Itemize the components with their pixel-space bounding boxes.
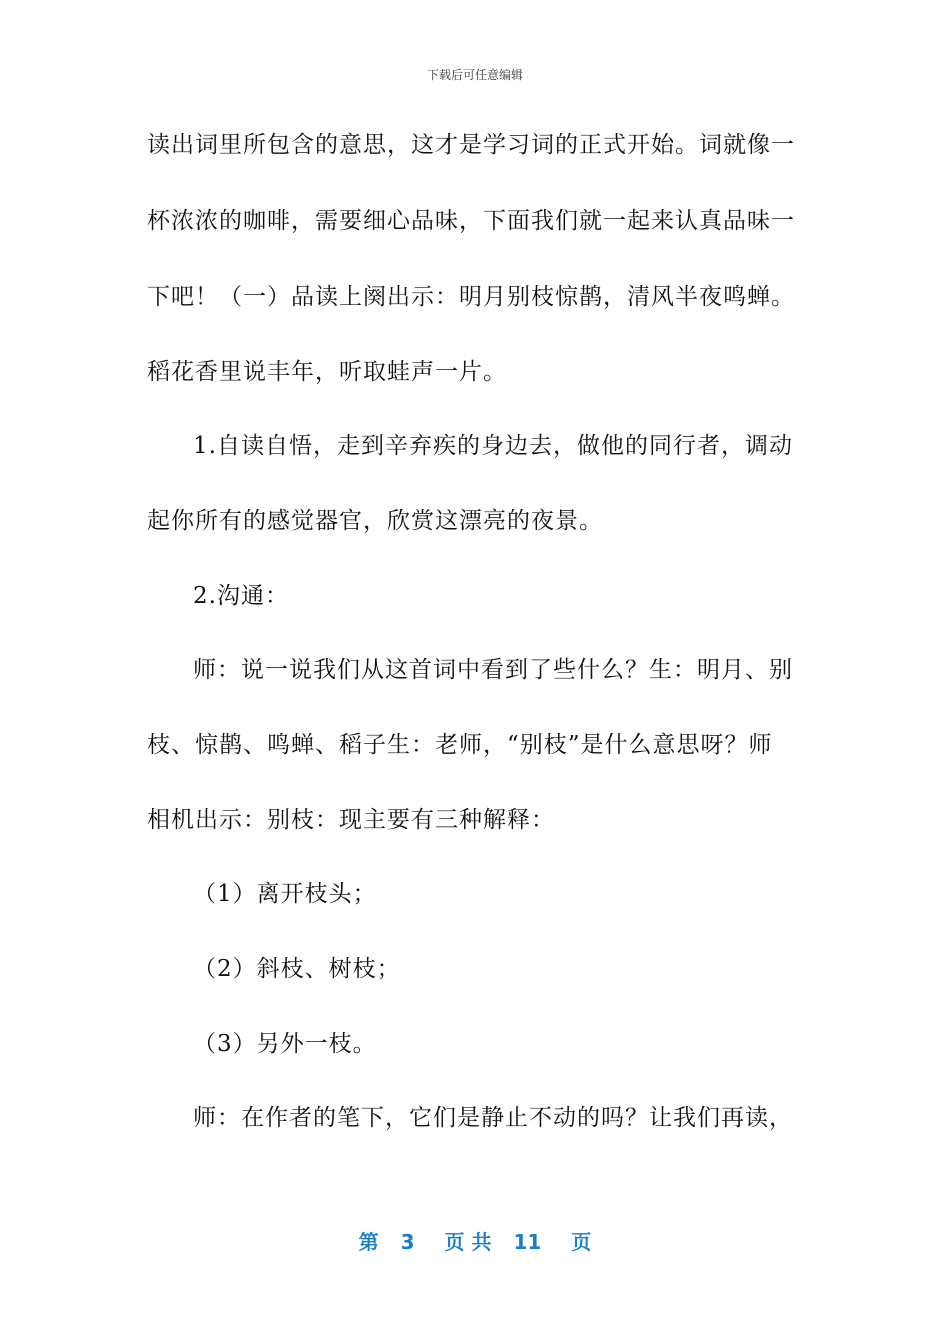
- current-page-number: 3: [400, 1230, 415, 1254]
- text-line: 师：说一说我们从这首词中看到了些什么？生：明月、别: [193, 657, 793, 683]
- total-pages-number: 11: [513, 1230, 542, 1254]
- text-line: 下吧！（一）品读上阕出示：明月别枝惊鹊，清风半夜鸣蝉。: [147, 284, 795, 310]
- text-line: 1.自读自悟，走到辛弃疾的身边去，做他的同行者，调动: [193, 433, 793, 459]
- text-line: 师：在作者的笔下，它们是静止不动的吗？让我们再读，: [193, 1105, 793, 1131]
- list-item: （3）另外一枝。: [193, 1031, 377, 1057]
- footer-suffix: 页: [571, 1230, 592, 1254]
- list-item: （1）离开枝头；: [193, 881, 377, 907]
- list-item: （2）斜枝、树枝；: [193, 956, 401, 982]
- text-line: 枝、惊鹊、鸣蝉、稻子生：老师，“别枝”是什么意思呀？师: [147, 732, 773, 758]
- text-line: 稻花香里说丰年，听取蛙声一片。: [147, 359, 507, 385]
- header-note: 下载后可任意编辑: [426, 68, 523, 82]
- text-line: 起你所有的感觉器官，欣赏这漂亮的夜景。: [147, 508, 603, 534]
- footer-middle: 页 共: [444, 1230, 492, 1254]
- text-line: 读出词里所包含的意思，这才是学习词的正式开始。词就像一: [147, 132, 795, 158]
- text-line: 杯浓浓的咖啡，需要细心品味，下面我们就一起来认真品味一: [147, 208, 795, 234]
- page-footer: [0, 1226, 950, 1255]
- footer-prefix: 第: [358, 1230, 379, 1254]
- text-line: 2.沟通：: [193, 583, 289, 609]
- text-line: 相机出示：别枝：现主要有三种解释：: [147, 807, 555, 833]
